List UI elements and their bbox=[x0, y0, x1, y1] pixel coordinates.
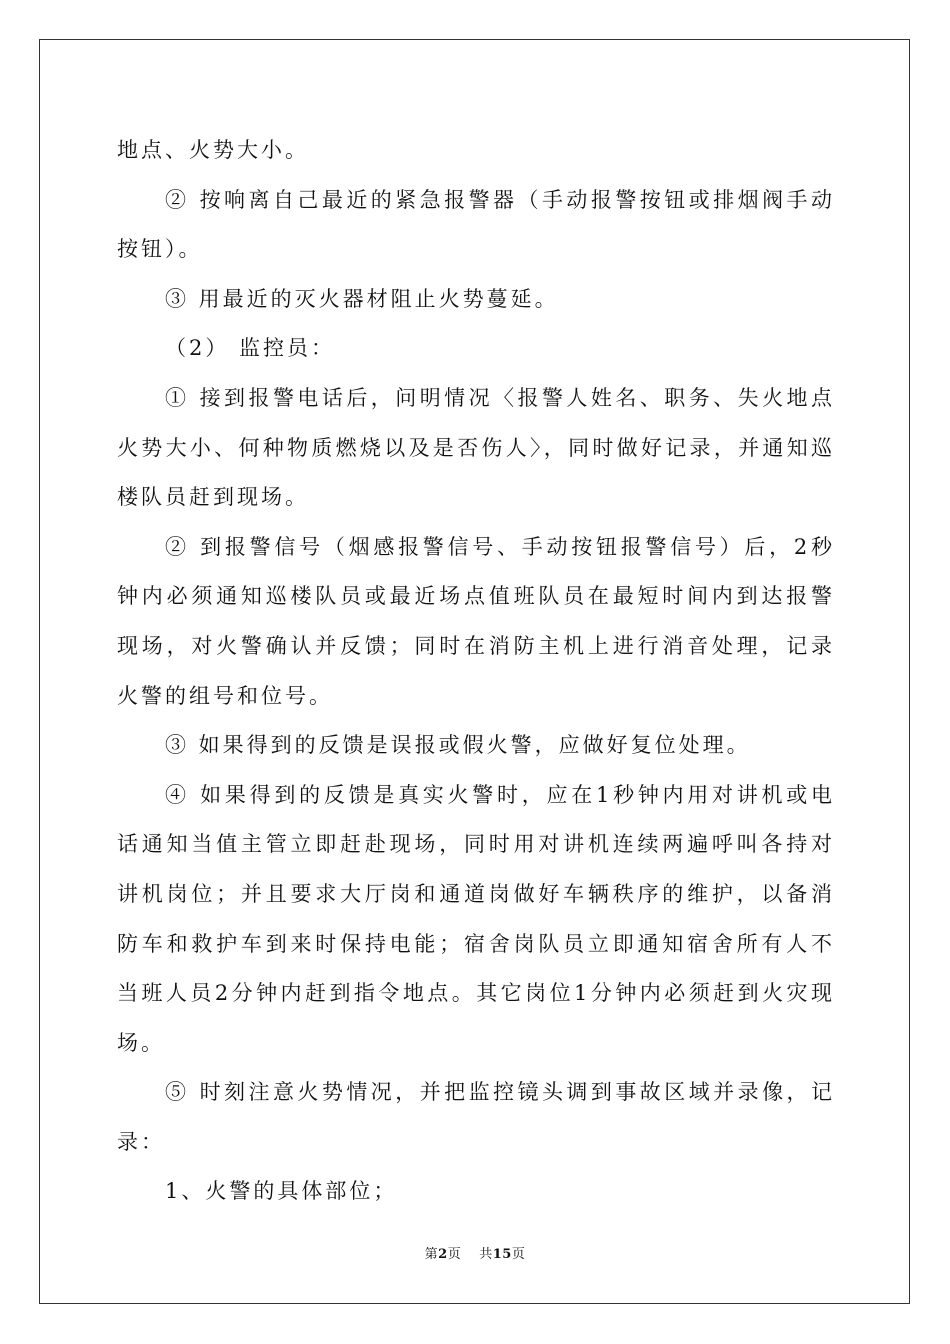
paragraph-1: 地点、火势大小。 bbox=[117, 138, 309, 162]
paragraph-8: ④ 如果得到的反馈是真实火警时，应在1秒钟内用对讲机或电话通知当值主管立即赶赴现场，同时用对讲机连续两遍呼叫各持对讲机岗位；并且要求大厅岗和通道岗做好车辆秩序的维护，以备消防车和救护车到来时保持电能；宿舍岗队员立即通知宿舍所有人不当班人员2分钟内赶到指令地点。其它岗位1分钟内必须赶到火灾现场。 bbox=[117, 782, 835, 1055]
total-suffix: 页 bbox=[511, 1247, 526, 1262]
paragraph-2: ② 按响离自己最近的紧急报警器（手动报警按钮或排烟阀手动按钮）。 bbox=[117, 187, 835, 262]
page-prefix: 第 bbox=[424, 1247, 439, 1262]
paragraph-5: ① 接到报警电话后，问明情况〈报警人姓名、职务、失火地点火势大小、何种物质燃烧以及是否伤人〉，同时做好记录，并通知巡楼队员赶到现场。 bbox=[117, 385, 835, 510]
total-prefix: 共 bbox=[479, 1247, 493, 1262]
paragraph-3: ③ 用最近的灭火器材阻止火势蔓延。 bbox=[165, 286, 559, 311]
page-footer bbox=[0, 1246, 950, 1264]
paragraph-10: 1、火警的具体部位； bbox=[165, 1179, 398, 1204]
page-suffix: 页 bbox=[447, 1247, 462, 1262]
paragraph-9: ⑤ 时刻注意火势情况，并把监控镜头调到事故区域并录像，记录： bbox=[117, 1080, 835, 1154]
paragraph-6: ② 到报警信号（烟感报警信号、手动按钮报警信号）后，2秒钟内必须通知巡楼队员或最近场点值班队员在最短时间内到达报警现场，对火警确认并反馈；同时在消防主机上进行消音处理，记录火警的组号和位号。 bbox=[117, 534, 835, 708]
page-number: 2 bbox=[438, 1247, 448, 1262]
total-pages: 15 bbox=[492, 1247, 512, 1262]
paragraph-7: ③ 如果得到的反馈是误报或假火警，应做好复位处理。 bbox=[165, 733, 751, 758]
document-body bbox=[117, 126, 835, 1217]
paragraph-4-heading: （2） 监控员： bbox=[165, 336, 336, 361]
